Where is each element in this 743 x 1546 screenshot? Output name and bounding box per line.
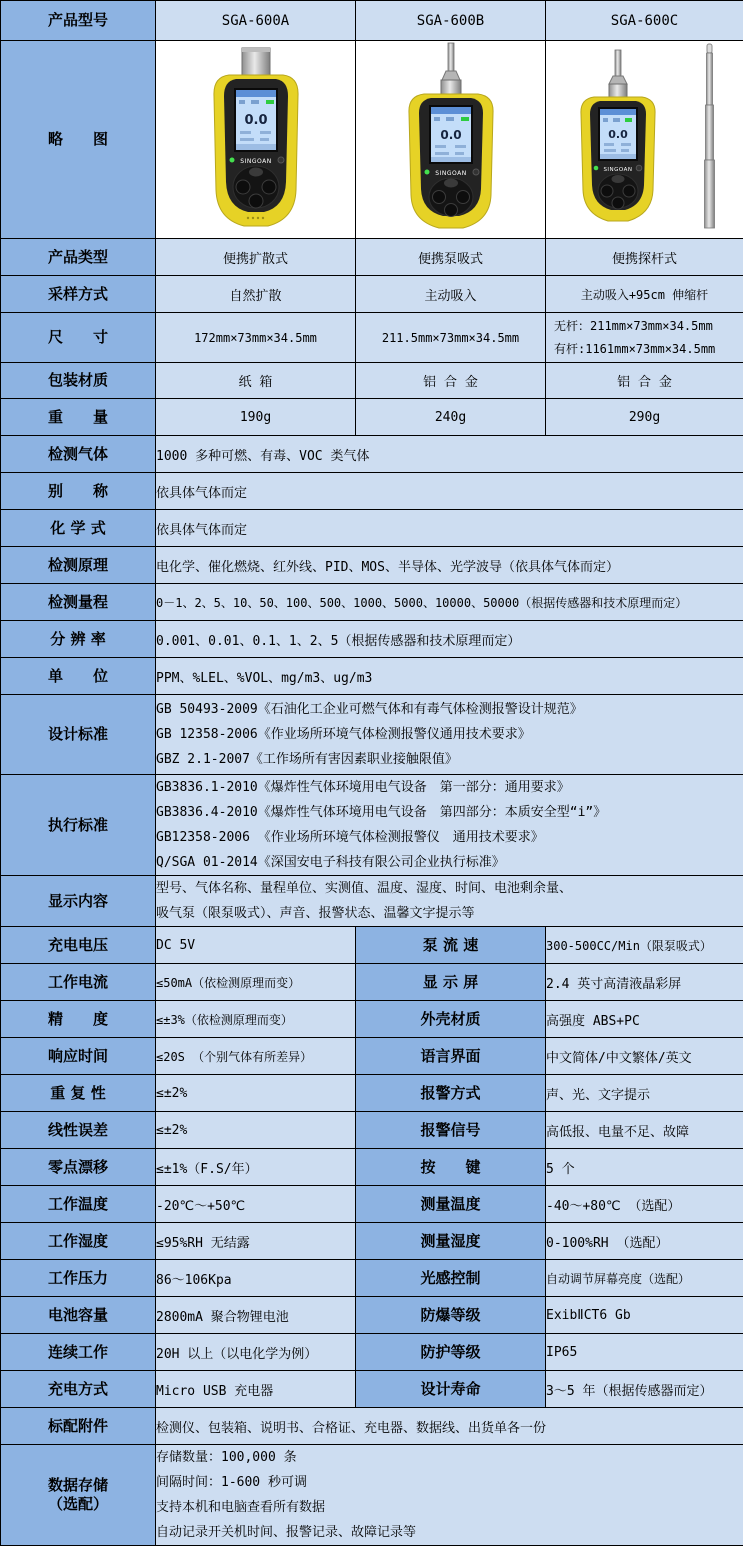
spec-value-two-line bbox=[546, 313, 743, 363]
device-illustration-pump bbox=[391, 42, 511, 234]
row-pair bbox=[1, 1112, 743, 1149]
device-screen bbox=[235, 89, 277, 151]
row-label: 显 示 屏 bbox=[356, 964, 546, 1001]
row-label: 采样方式 bbox=[1, 276, 156, 313]
dimension-line: 有杆:1161mm×73mm×34.5mm bbox=[546, 338, 743, 361]
spec-value: 高强度 ABS+PC bbox=[546, 1001, 743, 1038]
spec-value: 铝 合 金 bbox=[356, 363, 546, 399]
row-detected-gas bbox=[1, 436, 743, 473]
spec-value: 检测仪、包装箱、说明书、合格证、充电器、数据线、出货单各一份 bbox=[156, 1408, 743, 1445]
display-content-line: 型号、气体名称、量程单位、实测值、温度、湿度、时间、电池剩余量、 bbox=[156, 876, 743, 901]
row-detection-principle bbox=[1, 547, 743, 584]
spec-value: 纸 箱 bbox=[156, 363, 356, 399]
row-label-line: （选配） bbox=[1, 1495, 155, 1514]
row-label: 零点漂移 bbox=[1, 1149, 156, 1186]
spec-value: ≤20S （个别气体有所差异） bbox=[156, 1038, 356, 1075]
spec-value: ≤±2% bbox=[156, 1075, 356, 1112]
row-label: 报警方式 bbox=[356, 1075, 546, 1112]
power-button-icon bbox=[278, 157, 284, 163]
row-pair bbox=[1, 1186, 743, 1223]
status-led bbox=[593, 165, 598, 170]
row-pair bbox=[1, 1371, 743, 1408]
pump-probe bbox=[609, 50, 627, 97]
spec-value: ≤50mA（依检测原理而变） bbox=[156, 964, 356, 1001]
device-illustration-diffusion bbox=[196, 42, 316, 234]
row-design-standards bbox=[1, 695, 743, 775]
spec-value: IP65 bbox=[546, 1334, 743, 1371]
spec-value: 172mm×73mm×34.5mm bbox=[156, 313, 356, 363]
data-storage-list bbox=[156, 1445, 743, 1546]
row-label: 线性误差 bbox=[1, 1112, 156, 1149]
standard-line: GB3836.1-2010《爆炸性气体环境用电气设备 第一部分：通用要求》 bbox=[156, 775, 743, 800]
row-label: 检测气体 bbox=[1, 436, 156, 473]
model-name-c: SGA-600C bbox=[546, 1, 743, 41]
row-label: 响应时间 bbox=[1, 1038, 156, 1075]
row-label: 尺 寸 bbox=[1, 313, 156, 363]
brand-label: SINGOAN bbox=[240, 158, 271, 165]
spec-value: 主动吸入+95cm 伸缩杆 bbox=[546, 276, 743, 313]
row-data-storage bbox=[1, 1445, 743, 1546]
row-display-content bbox=[1, 876, 743, 927]
spec-value: 高低报、电量不足、故障 bbox=[546, 1112, 743, 1149]
row-label-two-line bbox=[1, 1445, 156, 1546]
row-label-line: 数据存储 bbox=[1, 1476, 155, 1495]
standard-line: GB12358-2006 《作业场所环境气体检测报警仪 通用技术要求》 bbox=[156, 825, 743, 850]
row-pair bbox=[1, 1038, 743, 1075]
spec-value: ≤95%RH 无结露 bbox=[156, 1223, 356, 1260]
row-pair bbox=[1, 1223, 743, 1260]
row-pair bbox=[1, 1001, 743, 1038]
device-screen bbox=[599, 108, 637, 160]
keypad bbox=[598, 174, 638, 209]
row-product-type bbox=[1, 239, 743, 276]
spec-value: 依具体气体而定 bbox=[156, 510, 743, 547]
spec-value: 190g bbox=[156, 399, 356, 436]
row-label: 按 键 bbox=[356, 1149, 546, 1186]
row-label: 标配附件 bbox=[1, 1408, 156, 1445]
data-storage-line: 支持本机和电脑查看所有数据 bbox=[156, 1495, 743, 1520]
row-execution-standards bbox=[1, 775, 743, 876]
row-pair bbox=[1, 964, 743, 1001]
row-label: 重 复 性 bbox=[1, 1075, 156, 1112]
row-label: 设计寿命 bbox=[356, 1371, 546, 1408]
pump-probe bbox=[441, 43, 461, 94]
spec-value: Micro USB 充电器 bbox=[156, 1371, 356, 1408]
data-storage-line: 间隔时间：1-600 秒可调 bbox=[156, 1470, 743, 1495]
telescopic-rod bbox=[704, 44, 714, 228]
spec-value: 便携探杆式 bbox=[546, 239, 743, 276]
spec-value: 0－1、2、5、10、50、100、500、1000、5000、10000、50000（根据传感器和技术原理而定） bbox=[156, 584, 743, 621]
spec-value: 0.001、0.01、0.1、1、2、5（根据传感器和技术原理而定） bbox=[156, 621, 743, 658]
spec-value: 290g bbox=[546, 399, 743, 436]
sensor-cap bbox=[242, 48, 270, 75]
screen-reading: 0.0 bbox=[244, 113, 267, 128]
row-label: 外壳材质 bbox=[356, 1001, 546, 1038]
product-image-c bbox=[546, 41, 743, 239]
row-label: 连续工作 bbox=[1, 1334, 156, 1371]
spec-value: ≤±3%（依检测原理而变） bbox=[156, 1001, 356, 1038]
standard-line: GB3836.4-2010《爆炸性气体环境用电气设备 第四部分：本质安全型“i”》 bbox=[156, 800, 743, 825]
product-image-b bbox=[356, 41, 546, 239]
spec-value: 依具体气体而定 bbox=[156, 473, 743, 510]
row-label: 充电方式 bbox=[1, 1371, 156, 1408]
row-label: 工作湿度 bbox=[1, 1223, 156, 1260]
spec-value: PPM、%LEL、%VOL、mg/m3、ug/m3 bbox=[156, 658, 743, 695]
row-label: 测量湿度 bbox=[356, 1223, 546, 1260]
standard-line: GB 50493-2009《石油化工企业可燃气体和有毒气体检测报警设计规范》 bbox=[156, 697, 743, 722]
row-sketch bbox=[1, 41, 743, 239]
row-label: 工作电流 bbox=[1, 964, 156, 1001]
row-packaging bbox=[1, 363, 743, 399]
row-label-product-model: 产品型号 bbox=[1, 1, 156, 41]
spec-value: 声、光、文字提示 bbox=[546, 1075, 743, 1112]
status-led bbox=[229, 157, 234, 162]
spec-value: 86～106Kpa bbox=[156, 1260, 356, 1297]
row-label: 光感控制 bbox=[356, 1260, 546, 1297]
keypad bbox=[233, 166, 279, 208]
device-screen bbox=[430, 106, 472, 163]
row-label: 化 学 式 bbox=[1, 510, 156, 547]
spec-value: 电化学、催化燃烧、红外线、PID、MOS、半导体、光学波导（依具体气体而定） bbox=[156, 547, 743, 584]
status-led bbox=[424, 169, 429, 174]
spec-value: 5 个 bbox=[546, 1149, 743, 1186]
row-weight bbox=[1, 399, 743, 436]
standard-line: Q/SGA 01-2014《深国安电子科技有限公司企业执行标准》 bbox=[156, 850, 743, 875]
standards-list bbox=[156, 775, 743, 876]
spec-value: 自动调节屏幕亮度（选配） bbox=[546, 1260, 743, 1297]
screen-reading: 0.0 bbox=[440, 128, 461, 142]
row-pair bbox=[1, 1149, 743, 1186]
row-sampling-method bbox=[1, 276, 743, 313]
row-label: 充电电压 bbox=[1, 927, 156, 964]
spec-value: 20H 以上（以电化学为例） bbox=[156, 1334, 356, 1371]
standards-list bbox=[156, 695, 743, 775]
spec-value: DC 5V bbox=[156, 927, 356, 964]
row-dimensions bbox=[1, 313, 743, 363]
row-pair bbox=[1, 927, 743, 964]
spec-value: -20℃～+50℃ bbox=[156, 1186, 356, 1223]
spec-value: 2.4 英寸高清液晶彩屏 bbox=[546, 964, 743, 1001]
row-label: 显示内容 bbox=[1, 876, 156, 927]
product-image-a bbox=[156, 41, 356, 239]
spec-value: 3～5 年（根据传感器而定） bbox=[546, 1371, 743, 1408]
standard-line: GB 12358-2006《作业场所环境气体检测报警仪通用技术要求》 bbox=[156, 722, 743, 747]
standard-line: GBZ 2.1-2007《工作场所有害因素职业接触限值》 bbox=[156, 747, 743, 772]
screen-reading: 0.0 bbox=[608, 128, 628, 141]
row-detection-range bbox=[1, 584, 743, 621]
row-label: 产品类型 bbox=[1, 239, 156, 276]
row-pair bbox=[1, 1260, 743, 1297]
row-resolution bbox=[1, 621, 743, 658]
spec-value: ExibⅡCT6 Gb bbox=[546, 1297, 743, 1334]
spec-value: 211.5mm×73mm×34.5mm bbox=[356, 313, 546, 363]
spec-value: 铝 合 金 bbox=[546, 363, 743, 399]
brand-label: SINGOAN bbox=[435, 170, 466, 177]
row-label: 语言界面 bbox=[356, 1038, 546, 1075]
row-label: 包装材质 bbox=[1, 363, 156, 399]
row-label: 泵 流 速 bbox=[356, 927, 546, 964]
row-label: 分 辨 率 bbox=[1, 621, 156, 658]
spec-value: 便携泵吸式 bbox=[356, 239, 546, 276]
row-standard-accessories bbox=[1, 1408, 743, 1445]
row-pair bbox=[1, 1297, 743, 1334]
power-button-icon bbox=[636, 165, 642, 171]
row-label-sketch: 略 图 bbox=[1, 41, 156, 239]
spec-value: 便携扩散式 bbox=[156, 239, 356, 276]
spec-value: 1000 多种可燃、有毒、VOC 类气体 bbox=[156, 436, 743, 473]
data-storage-line: 自动记录开关机时间、报警记录、故障记录等 bbox=[156, 1520, 743, 1545]
row-label: 执行标准 bbox=[1, 775, 156, 876]
row-label: 单 位 bbox=[1, 658, 156, 695]
row-label: 检测原理 bbox=[1, 547, 156, 584]
spec-value: ≤±2% bbox=[156, 1112, 356, 1149]
row-label: 防爆等级 bbox=[356, 1297, 546, 1334]
row-label: 工作温度 bbox=[1, 1186, 156, 1223]
row-label: 重 量 bbox=[1, 399, 156, 436]
row-pair bbox=[1, 1334, 743, 1371]
row-product-model bbox=[1, 1, 743, 41]
row-label: 设计标准 bbox=[1, 695, 156, 775]
spec-value: 300-500CC/Min（限泵吸式） bbox=[546, 927, 743, 964]
row-chemical-formula bbox=[1, 510, 743, 547]
keypad bbox=[429, 178, 473, 217]
row-label: 电池容量 bbox=[1, 1297, 156, 1334]
row-label: 报警信号 bbox=[356, 1112, 546, 1149]
spec-value: 主动吸入 bbox=[356, 276, 546, 313]
row-label: 测量温度 bbox=[356, 1186, 546, 1223]
spec-value: 2800mA 聚合物锂电池 bbox=[156, 1297, 356, 1334]
spec-value: 240g bbox=[356, 399, 546, 436]
row-label: 防护等级 bbox=[356, 1334, 546, 1371]
brand-label: SINGOAN bbox=[603, 167, 632, 173]
display-content-list bbox=[156, 876, 743, 927]
model-name-b: SGA-600B bbox=[356, 1, 546, 41]
power-button-icon bbox=[473, 169, 479, 175]
spec-value: ≤±1%（F.S/年） bbox=[156, 1149, 356, 1186]
spec-value: 自然扩散 bbox=[156, 276, 356, 313]
display-content-line: 吸气泵（限泵吸式）、声音、报警状态、温馨文字提示等 bbox=[156, 901, 743, 926]
row-units bbox=[1, 658, 743, 695]
data-storage-line: 存储数量：100,000 条 bbox=[156, 1445, 743, 1470]
device-illustration-probe-rod bbox=[551, 42, 739, 234]
row-pair bbox=[1, 1075, 743, 1112]
row-alias bbox=[1, 473, 743, 510]
spec-value: 0-100%RH （选配） bbox=[546, 1223, 743, 1260]
spec-value: 中文简体/中文繁体/英文 bbox=[546, 1038, 743, 1075]
row-label: 检测量程 bbox=[1, 584, 156, 621]
model-name-a: SGA-600A bbox=[156, 1, 356, 41]
row-label: 别 称 bbox=[1, 473, 156, 510]
row-label: 精 度 bbox=[1, 1001, 156, 1038]
spec-value: -40～+80℃ （选配） bbox=[546, 1186, 743, 1223]
row-label: 工作压力 bbox=[1, 1260, 156, 1297]
dimension-line: 无杆：211mm×73mm×34.5mm bbox=[546, 315, 743, 338]
